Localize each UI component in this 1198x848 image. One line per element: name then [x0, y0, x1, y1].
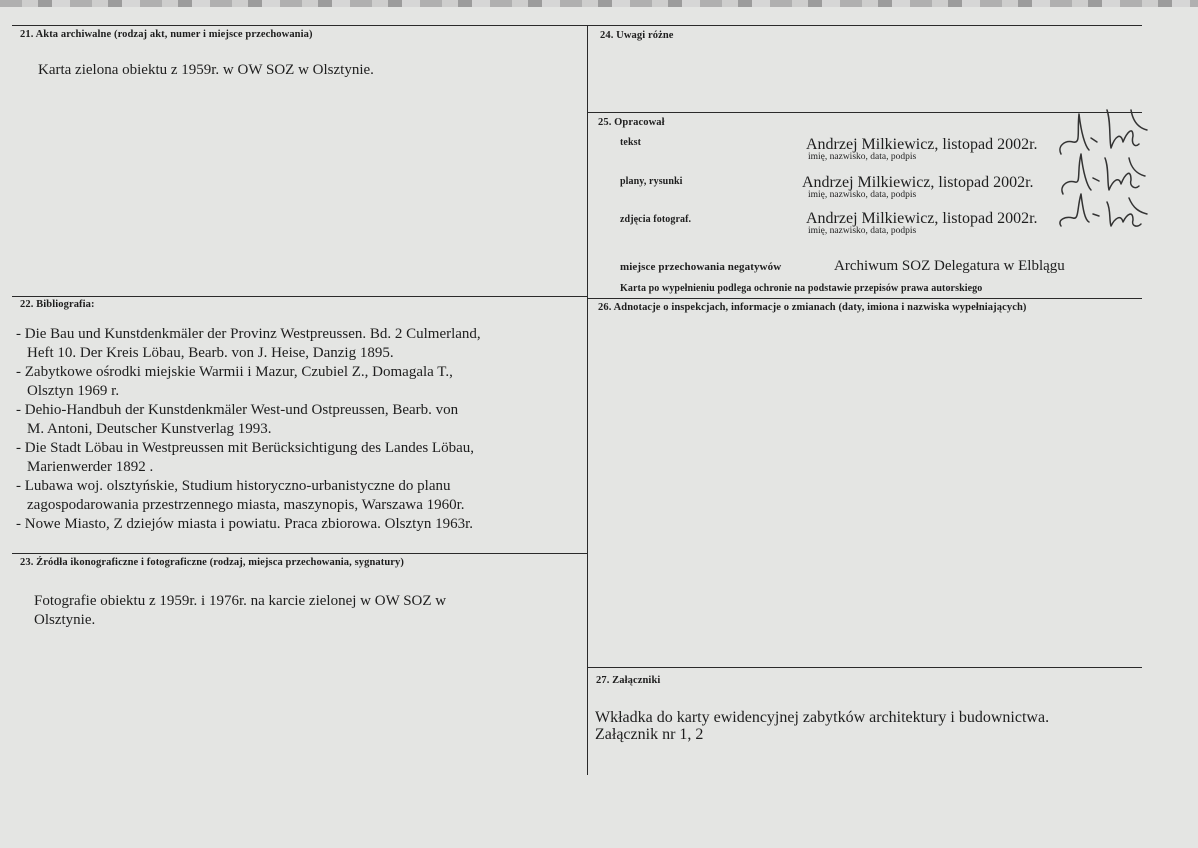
row-key-tekst: tekst	[620, 137, 642, 148]
section-21-text: Karta zielona obiektu z 1959r. w OW SOZ w Olsztynie.	[38, 62, 374, 78]
bibliography-item-line: - Nowe Miasto, Z dziejów miasta i powiatu. Praca zbiorowa. Olsztyn 1963r.	[16, 516, 473, 532]
storage-key: miejsce przechowania negatywów	[620, 261, 782, 273]
bibliography-item-line: - Zabytkowe ośrodki miejskie Warmii i Mazur, Czubiel Z., Domagala T.,	[16, 364, 453, 380]
divider-26-27	[588, 667, 1142, 668]
bibliography-item-line: - Lubawa woj. olsztyńskie, Studium historyczno-urbanistyczne do planu	[16, 478, 451, 494]
bibliography-item-line: M. Antoni, Deutscher Kunstverlag 1993.	[27, 421, 272, 437]
row-value-plany: Andrzej Milkiewicz, listopad 2002r.	[802, 174, 1034, 191]
bibliography-item	[16, 363, 481, 401]
row-hint-zdjecia: imię, nazwisko, data, podpis	[808, 226, 917, 236]
bibliography-item-line: Marienwerder 1892 .	[27, 459, 154, 475]
bibliography-item	[16, 515, 481, 534]
bibliography-item	[16, 325, 481, 363]
section-22-label: 22. Bibliografia:	[20, 299, 95, 310]
bibliography-item-line: - Die Stadt Löbau in Westpreussen mit Berücksichtigung des Landes Löbau,	[16, 440, 475, 456]
section-24-label: 24. Uwagi różne	[600, 30, 674, 41]
bibliography-item-line: - Dehio-Handbuh der Kunstdenkmäler West-und Ostpreussen, Bearb. von	[16, 402, 459, 418]
section-27-label: 27. Załączniki	[596, 675, 661, 686]
bibliography-list	[16, 325, 481, 534]
row-value-tekst: Andrzej Milkiewicz, listopad 2002r.	[806, 136, 1038, 153]
divider-25-26	[588, 298, 1142, 299]
row-hint-tekst: imię, nazwisko, data, podpis	[808, 152, 917, 162]
bibliography-item	[16, 477, 481, 515]
section-21-label: 21. Akta archiwalne (rodzaj akt, numer i miejsce przechowania)	[20, 29, 313, 40]
top-border	[12, 25, 1142, 26]
bibliography-item	[16, 401, 481, 439]
section-23-text-line1: Fotografie obiektu z 1959r. i 1976r. na karcie zielonej w OW SOZ w	[34, 593, 447, 609]
divider-21-22	[12, 296, 588, 297]
bibliography-item-line: Heft 10. Der Kreis Löbau, Bearb. von J. Heise, Danzig 1895.	[27, 345, 394, 361]
section-25-label: 25. Opracował	[598, 117, 665, 128]
bibliography-item	[16, 439, 481, 477]
divider-22-23	[12, 553, 588, 554]
copyright-note: Karta po wypełnieniu podlega ochronie na podstawie przepisów prawa autorskiego	[620, 283, 983, 294]
row-key-plany: plany, rysunki	[620, 176, 683, 187]
section-26-label: 26. Adnotacje o inspekcjach, informacje o zmianach (daty, imiona i nazwiska wypełniających)	[598, 302, 1027, 313]
section-27-text-line2: Załącznik nr 1, 2	[595, 726, 704, 743]
row-key-zdjecia: zdjęcia fotograf.	[620, 214, 692, 225]
section-23-label: 23. Źródła ikonograficzne i fotograficzne (rodzaj, miejsca przechowania, sygnatury)	[20, 557, 405, 568]
row-hint-plany: imię, nazwisko, data, podpis	[808, 190, 917, 200]
handwritten-signatures	[1055, 102, 1185, 232]
bibliography-item-line: zagospodarowania przestrzennego miasta, maszynopis, Warszawa 1960r.	[27, 497, 465, 513]
storage-value: Archiwum SOZ Delegatura w Elblągu	[834, 258, 1065, 274]
section-27-text-line1: Wkładka do karty ewidencyjnej zabytków architektury i budownictwa.	[595, 709, 1050, 726]
bibliography-item-line: - Die Bau und Kunstdenkmäler der Provinz Westpreussen. Bd. 2 Culmerland,	[16, 326, 481, 342]
center-divider	[587, 25, 588, 775]
scan-edge	[0, 0, 1198, 7]
bibliography-item-line: Olsztyn 1969 r.	[27, 383, 120, 399]
row-value-zdjecia: Andrzej Milkiewicz, listopad 2002r.	[806, 210, 1038, 227]
section-23-text-line2: Olsztynie.	[34, 612, 96, 628]
